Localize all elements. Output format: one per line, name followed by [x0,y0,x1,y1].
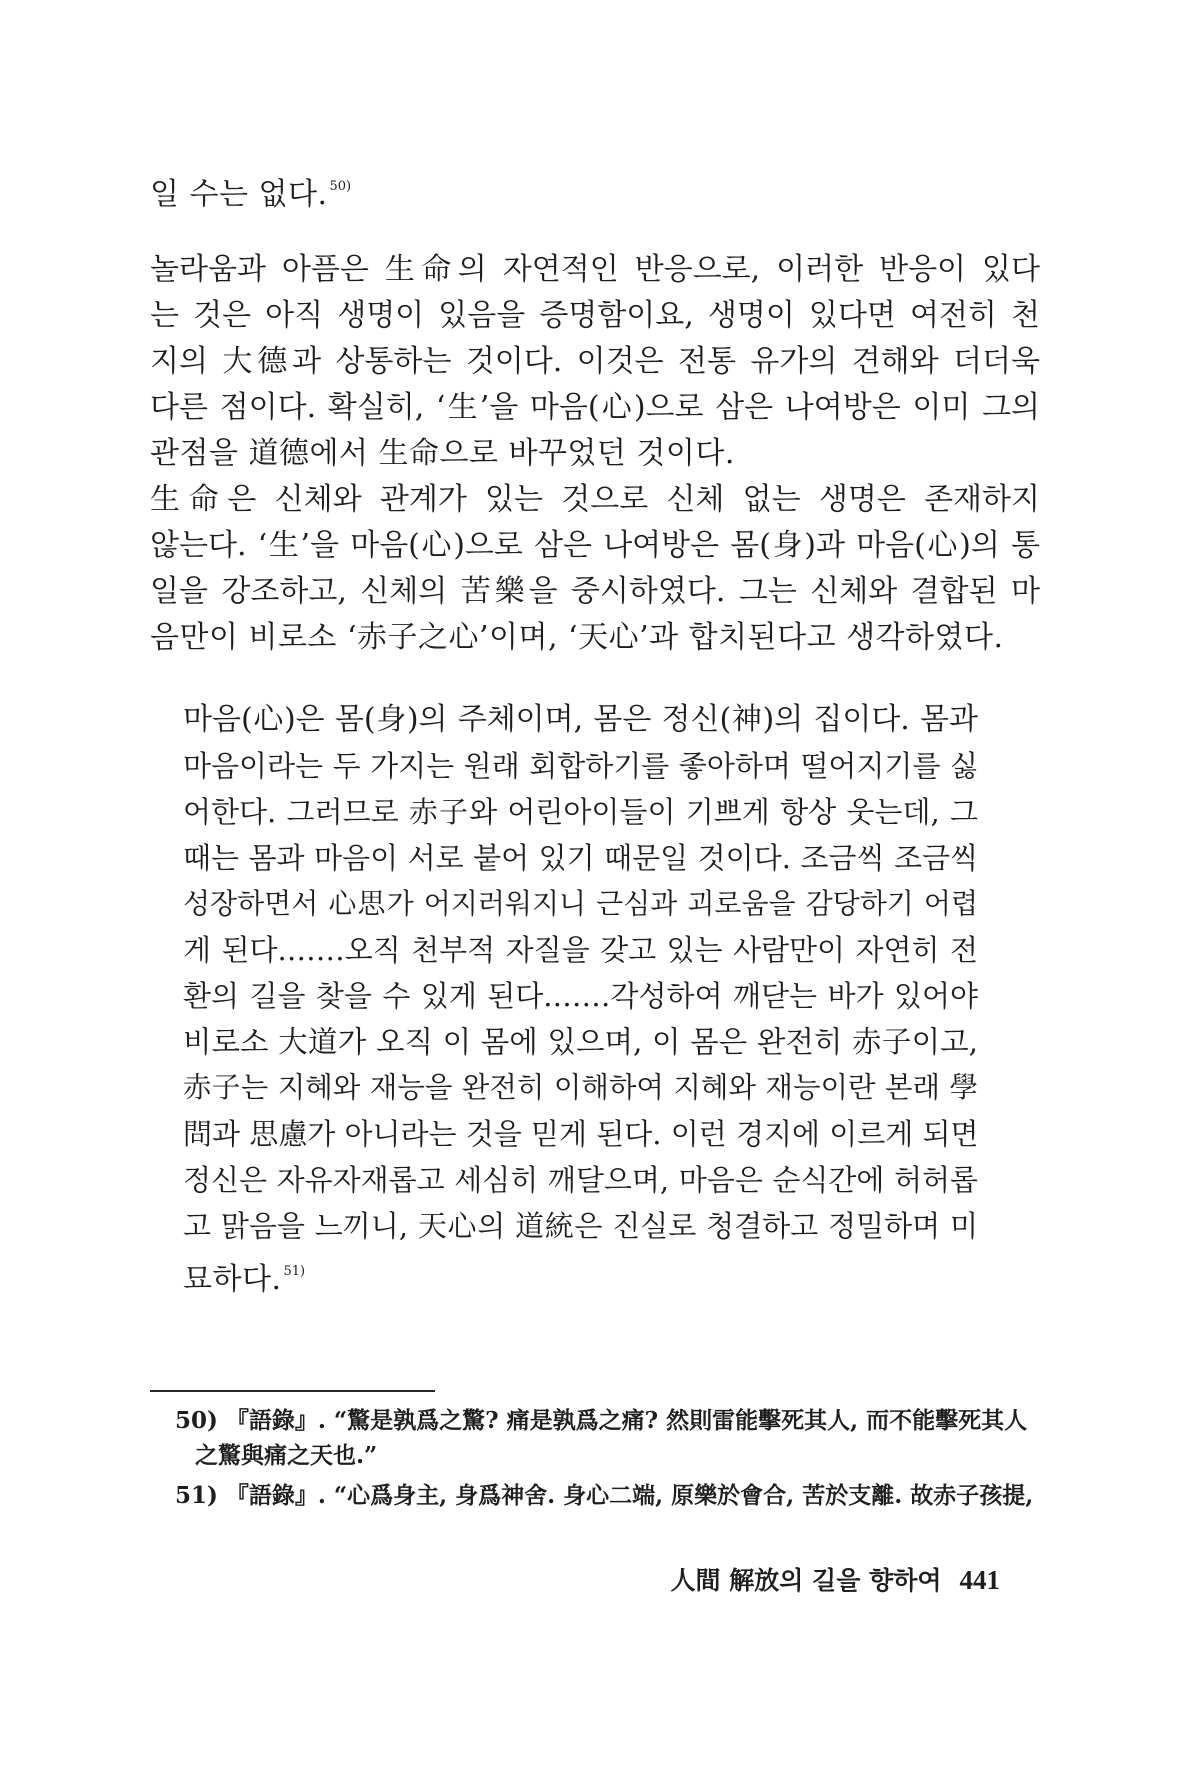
paragraph-line: 生命은 신체와 관계가 있는 것으로 신체 없는 생명은 존재하지 [150,482,1040,517]
page-number: 441 [959,1565,1000,1595]
quote-line: 赤子는 지혜와 재능을 완전히 이해하여 지혜와 재능이란 본래 學 [183,1071,978,1104]
footnote-51-line-1: 51) 『語錄』. “心爲身主, 身爲神舍. 身心二端, 原樂於會合, 苦於支離. 故赤子孩提, [175,1482,1034,1509]
paragraph-line: 않는다. ‘生’을 마음(心)으로 삼은 나여방은 몸(身)과 마음(心)의 통 [150,528,1040,563]
quote-line: 환의 길을 찾을 수 있게 된다.……각성하여 깨닫는 바가 있어야 [183,979,978,1013]
quote-line: 정신은 자유자재롭고 세심히 깨달으며, 마음은 순식간에 허허롭 [183,1163,978,1197]
paragraph-line: 다른 점이다. 확실히, ‘生’을 마음(心)으로 삼은 나여방은 이미 그의 [150,390,1040,425]
quote-line: 고 맑음을 느끼니, 天心의 道統은 진실로 청결하고 정밀하며 미 [183,1209,978,1243]
quote-line: 마음이라는 두 가지는 원래 회합하기를 좋아하며 떨어지기를 싫 [183,749,978,783]
quote-last-line [183,1252,305,1300]
paragraph-line: 놀라움과 아픔은 生命의 자연적인 반응으로, 이러한 반응이 있다 [150,252,1040,287]
footnote-ref-50[interactable]: 50) [329,179,352,194]
quote-line: 게 된다.……오직 천부적 자질을 갖고 있는 사람만이 자연히 전 [183,933,978,967]
quote-line: 성장하면서 心思가 어지러워지니 근심과 괴로움을 감당하기 어렵 [183,887,978,920]
quote-line: 問과 思慮가 아니라는 것을 믿게 된다. 이런 경지에 이르게 되면 [183,1117,979,1151]
intro-text: 일 수는 없다. [150,177,328,212]
running-footer-title: 人間 解放의 길을 향하여 [670,1566,942,1595]
paragraph-last-line: 관점을 道德에서 生命으로 바꾸었던 것이다. [150,436,735,471]
footnote-ref-51[interactable]: 51) [283,1264,306,1279]
paragraph-last-line: 음만이 비로소 ‘赤子之心’이며, ‘天心’과 합치된다고 생각하였다. [150,620,1004,655]
quote-line: 때는 몸과 마음이 서로 붙어 있기 때문일 것이다. 조금씩 조금씩 [183,841,978,875]
quote-last-text: 묘하다. [183,1262,282,1297]
footnote-50-line-1: 50) 『語錄』. “驚是孰爲之驚? 痛是孰爲之痛? 然則雷能擊死其人, 而不能擊死其人 [175,1407,1028,1434]
paragraph-line: 지의 大德과 상통하는 것이다. 이것은 전통 유가의 견해와 더더욱 [150,344,1040,379]
quote-line: 비로소 大道가 오직 이 몸에 있으며, 이 몸은 완전히 赤子이고, [183,1025,978,1059]
quote-line: 마음(心)은 몸(身)의 주체이며, 몸은 정신(神)의 집이다. 몸과 [183,702,978,737]
paragraph-line: 일을 강조하고, 신체의 苦樂을 중시하였다. 그는 신체와 결합된 마 [150,574,1040,609]
footnote-divider [150,1390,435,1392]
footnote-50-line-2: 之驚與痛之天也.” [195,1442,378,1469]
intro-line [150,167,351,215]
quote-line: 어한다. 그러므로 赤子와 어린아이들이 기쁘게 항상 웃는데, 그 [183,795,978,829]
running-footer [670,1563,1000,1598]
paragraph-line: 는 것은 아직 생명이 있음을 증명함이요, 생명이 있다면 여전히 천 [150,298,1040,333]
